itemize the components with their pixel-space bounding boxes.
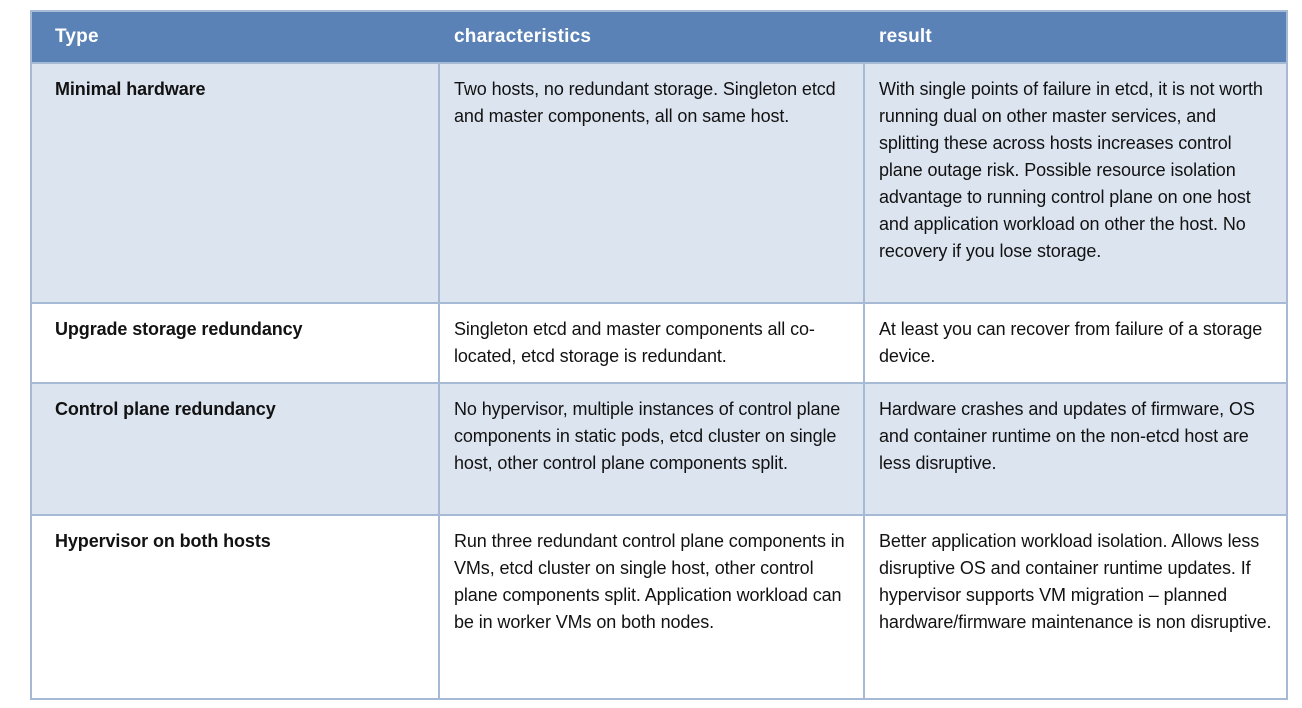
table-row: [32, 304, 1286, 382]
column-header-type: Type: [55, 26, 99, 47]
cell-result: At least you can recover from failure of a storage device.: [865, 304, 1286, 382]
table-row: [32, 516, 1286, 698]
table-row: [32, 384, 1286, 514]
cell-type: Upgrade storage redundancy: [32, 304, 438, 382]
cell-characteristics: Two hosts, no redundant storage. Singleton etcd and master components, all on same host.: [440, 64, 863, 302]
cell-characteristics: Run three redundant control plane components in VMs, etcd cluster on single host, other control plane components split. Application workload can be in worker VMs on both nodes.: [440, 516, 863, 698]
cell-type: Control plane redundancy: [32, 384, 438, 514]
cell-type: Minimal hardware: [32, 64, 438, 302]
cell-result: Better application workload isolation. Allows less disruptive OS and container runtime updates. If hypervisor supports VM migration – planned hardware/firmware maintenance is non disruptive.: [865, 516, 1286, 698]
cell-characteristics: No hypervisor, multiple instances of control plane components in static pods, etcd cluster on single host, other control plane components split.: [440, 384, 863, 514]
topology-options-table: [30, 10, 1288, 700]
table-header-row: [32, 12, 1286, 62]
cell-characteristics: Singleton etcd and master components all co-located, etcd storage is redundant.: [440, 304, 863, 382]
column-header-characteristics: characteristics: [454, 26, 592, 47]
cell-type: Hypervisor on both hosts: [32, 516, 438, 698]
table-row: [32, 64, 1286, 302]
cell-result: Hardware crashes and updates of firmware, OS and container runtime on the non-etcd host are less disruptive.: [865, 384, 1286, 514]
column-header-result: result: [879, 26, 932, 47]
cell-result: With single points of failure in etcd, it is not worth running dual on other master services, and splitting these across hosts increases control plane outage risk. Possible resource isolation advantage to running control plane on one host and application workload on other the host. No recovery if you lose storage.: [865, 64, 1286, 302]
